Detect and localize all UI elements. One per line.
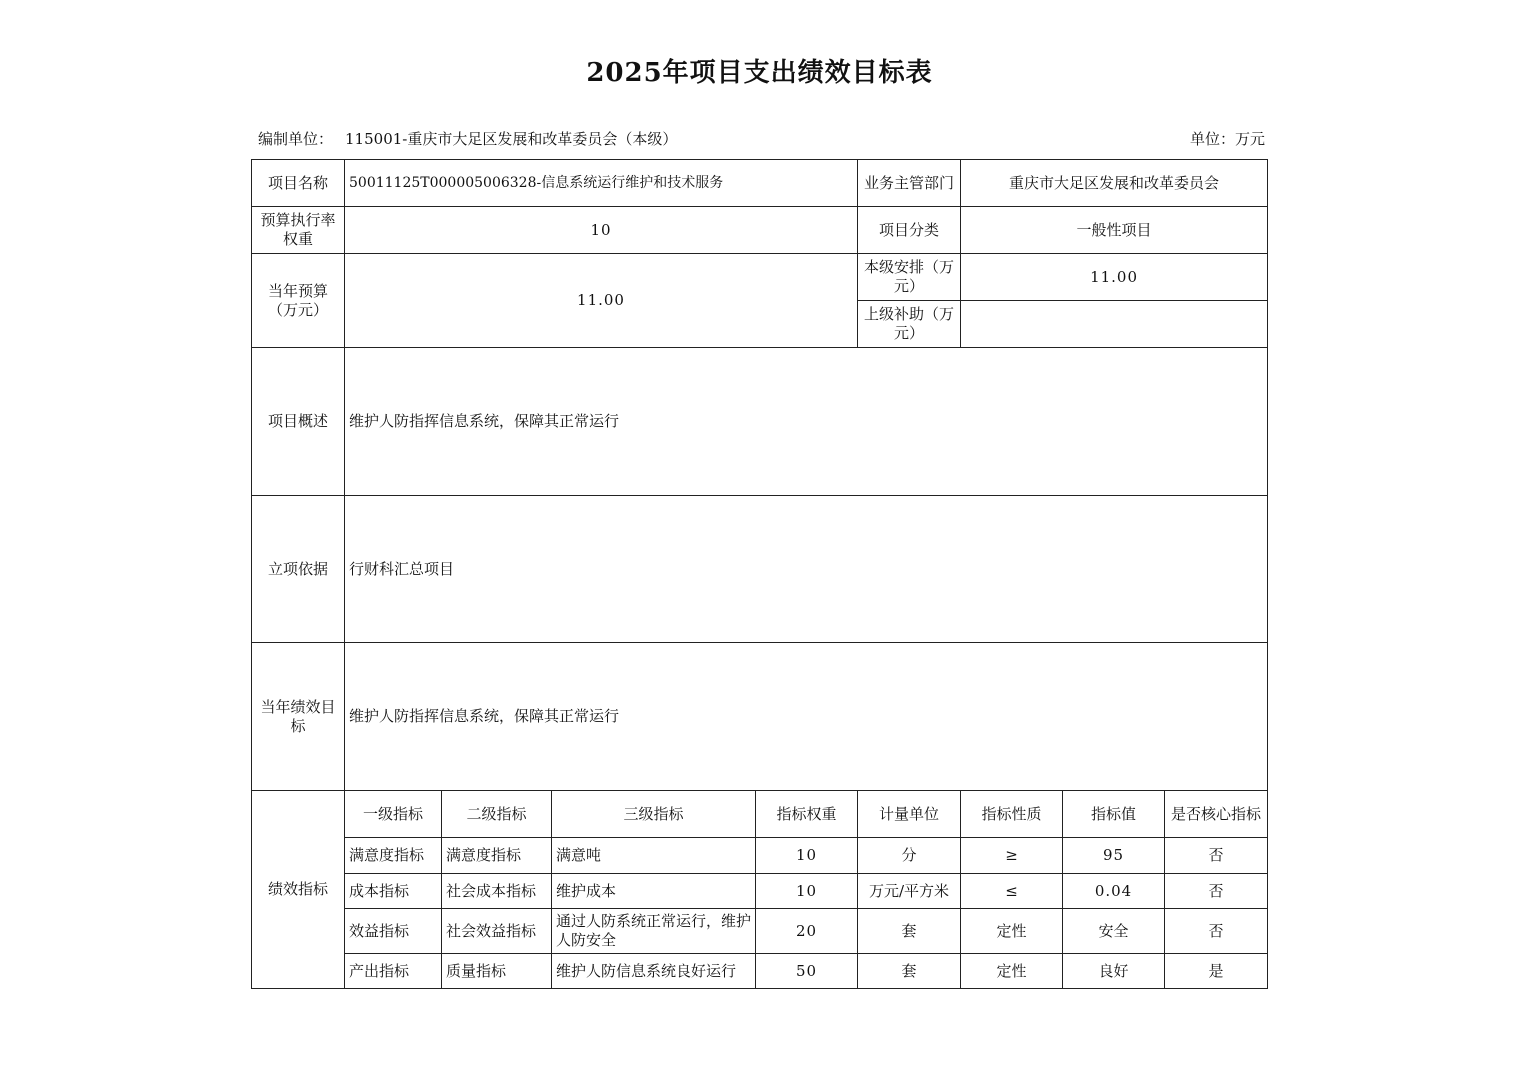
header-level2: 二级指标 — [442, 791, 552, 838]
goal-value: 维护人防指挥信息系统，保障其正常运行 — [345, 643, 1268, 791]
indicator-weight: 10 — [756, 838, 858, 874]
header-value: 指标值 — [1063, 791, 1165, 838]
indicator-core: 否 — [1165, 909, 1268, 954]
indicator-level1: 效益指标 — [345, 909, 442, 954]
upper-label: 上级补助（万元） — [858, 301, 961, 348]
indicator-weight: 10 — [756, 874, 858, 909]
indicator-level3: 满意吨 — [552, 838, 756, 874]
category-value: 一般性项目 — [961, 207, 1268, 254]
unit-text: 单位：万元 — [1189, 130, 1265, 148]
indicator-core: 否 — [1165, 838, 1268, 874]
project-name-value: 50011125T000005006328-信息系统运行维护和技术服务 — [345, 160, 858, 207]
row-overview — [252, 348, 1268, 496]
row-goal — [252, 643, 1268, 791]
upper-value — [961, 301, 1268, 348]
indicator-level1: 成本指标 — [345, 874, 442, 909]
indicator-nature: 定性 — [961, 954, 1063, 989]
indicator-unit: 分 — [858, 838, 961, 874]
indicator-level2: 社会成本指标 — [442, 874, 552, 909]
local-label: 本级安排（万元） — [858, 254, 961, 301]
org-value: 115001-重庆市大足区发展和改革委员会（本级） — [345, 130, 678, 148]
indicator-value: 良好 — [1063, 954, 1165, 989]
indicator-value: 安全 — [1063, 909, 1165, 954]
dept-value: 重庆市大足区发展和改革委员会 — [961, 160, 1268, 207]
org-label: 编制单位： — [258, 130, 334, 148]
indicator-nature: ≤ — [961, 874, 1063, 909]
budget-label: 当年预算（万元） — [252, 254, 345, 348]
overview-label: 项目概述 — [252, 348, 345, 496]
project-name-label: 项目名称 — [252, 160, 345, 207]
indicator-level3: 通过人防系统正常运行，维护人防安全 — [552, 909, 756, 954]
indicator-level3: 维护成本 — [552, 874, 756, 909]
indicator-unit: 万元/平方米 — [858, 874, 961, 909]
indicator-level1: 满意度指标 — [345, 838, 442, 874]
indicator-nature: ≥ — [961, 838, 1063, 874]
header-level3: 三级指标 — [552, 791, 756, 838]
header-level1: 一级指标 — [345, 791, 442, 838]
row-exec-rate — [252, 207, 1268, 254]
org-line — [258, 128, 677, 149]
indicator-value: 0.04 — [1063, 874, 1165, 909]
indicator-weight: 20 — [756, 909, 858, 954]
indicators-label: 绩效指标 — [252, 791, 345, 989]
row-basis — [252, 496, 1268, 643]
header-nature: 指标性质 — [961, 791, 1063, 838]
indicator-core: 是 — [1165, 954, 1268, 989]
indicator-unit: 套 — [858, 954, 961, 989]
header-unit: 计量单位 — [858, 791, 961, 838]
indicator-level2: 质量指标 — [442, 954, 552, 989]
indicator-weight: 50 — [756, 954, 858, 989]
indicator-level2: 满意度指标 — [442, 838, 552, 874]
table-row — [252, 838, 1268, 874]
table-row — [252, 909, 1268, 954]
indicator-level1: 产出指标 — [345, 954, 442, 989]
page-title: 2025年项目支出绩效目标表 — [586, 58, 933, 88]
basis-label: 立项依据 — [252, 496, 345, 643]
basis-value: 行财科汇总项目 — [345, 496, 1268, 643]
header-core: 是否核心指标 — [1165, 791, 1268, 838]
indicator-value: 95 — [1063, 838, 1165, 874]
exec-rate-value: 10 — [345, 207, 858, 254]
row-project-name — [252, 160, 1268, 207]
indicator-header-row — [252, 791, 1268, 838]
exec-rate-label: 预算执行率权重 — [252, 207, 345, 254]
local-value: 11.00 — [961, 254, 1268, 301]
indicator-level2: 社会效益指标 — [442, 909, 552, 954]
budget-value: 11.00 — [345, 254, 858, 348]
table-row — [252, 954, 1268, 989]
category-label: 项目分类 — [858, 207, 961, 254]
dept-label: 业务主管部门 — [858, 160, 961, 207]
header-weight: 指标权重 — [756, 791, 858, 838]
indicator-unit: 套 — [858, 909, 961, 954]
overview-value: 维护人防指挥信息系统，保障其正常运行 — [345, 348, 1268, 496]
indicator-level3: 维护人防信息系统良好运行 — [552, 954, 756, 989]
goal-label: 当年绩效目标 — [252, 643, 345, 791]
performance-table — [251, 159, 1268, 989]
indicator-core: 否 — [1165, 874, 1268, 909]
indicator-nature: 定性 — [961, 909, 1063, 954]
table-row — [252, 874, 1268, 909]
row-budget-local — [252, 254, 1268, 301]
